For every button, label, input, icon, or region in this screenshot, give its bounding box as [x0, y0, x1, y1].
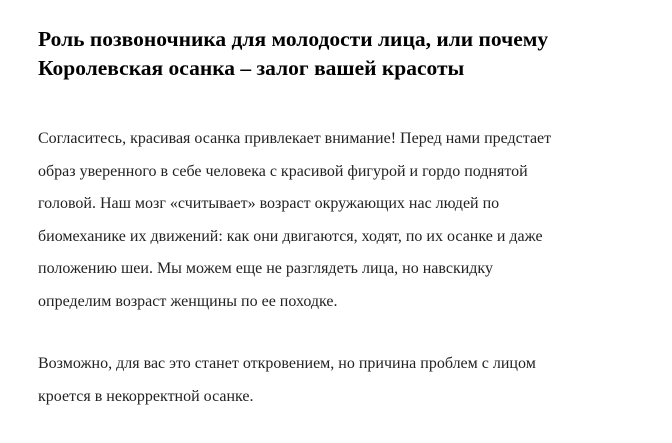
paragraph-line: Согласитесь, красивая осанка привлекает внимание! Перед нами предстает	[38, 130, 552, 147]
paragraph-line: головой. Наш мозг «считывает» возраст окружающих нас людей по	[38, 195, 500, 212]
paragraph-line: биомеханике их движений: как они двигаются, ходят, по их осанке и даже	[38, 227, 543, 245]
paragraph-line: положению шеи. Мы можем еще не разглядеть лица, но навскидку	[38, 260, 493, 277]
article-paragraph	[38, 123, 668, 318]
paragraph-line: Возможно, для вас это станет откровением, но причина проблем с лицом	[38, 355, 536, 372]
article-title	[38, 25, 668, 83]
article-title-line: Королевская осанка – залог вашей красоты	[38, 56, 465, 80]
paragraph-line: кроется в некорректной осанке.	[38, 387, 254, 405]
paragraph-line: образ уверенного в себе человека с красивой фигурой и гордо поднятой	[38, 162, 528, 180]
article	[38, 25, 668, 413]
paragraph-line: определим возраст женщины по ее походке.	[38, 292, 338, 310]
article-paragraph	[38, 348, 668, 413]
article-title-line: Роль позвоночника для молодости лица, или почему	[38, 27, 549, 51]
